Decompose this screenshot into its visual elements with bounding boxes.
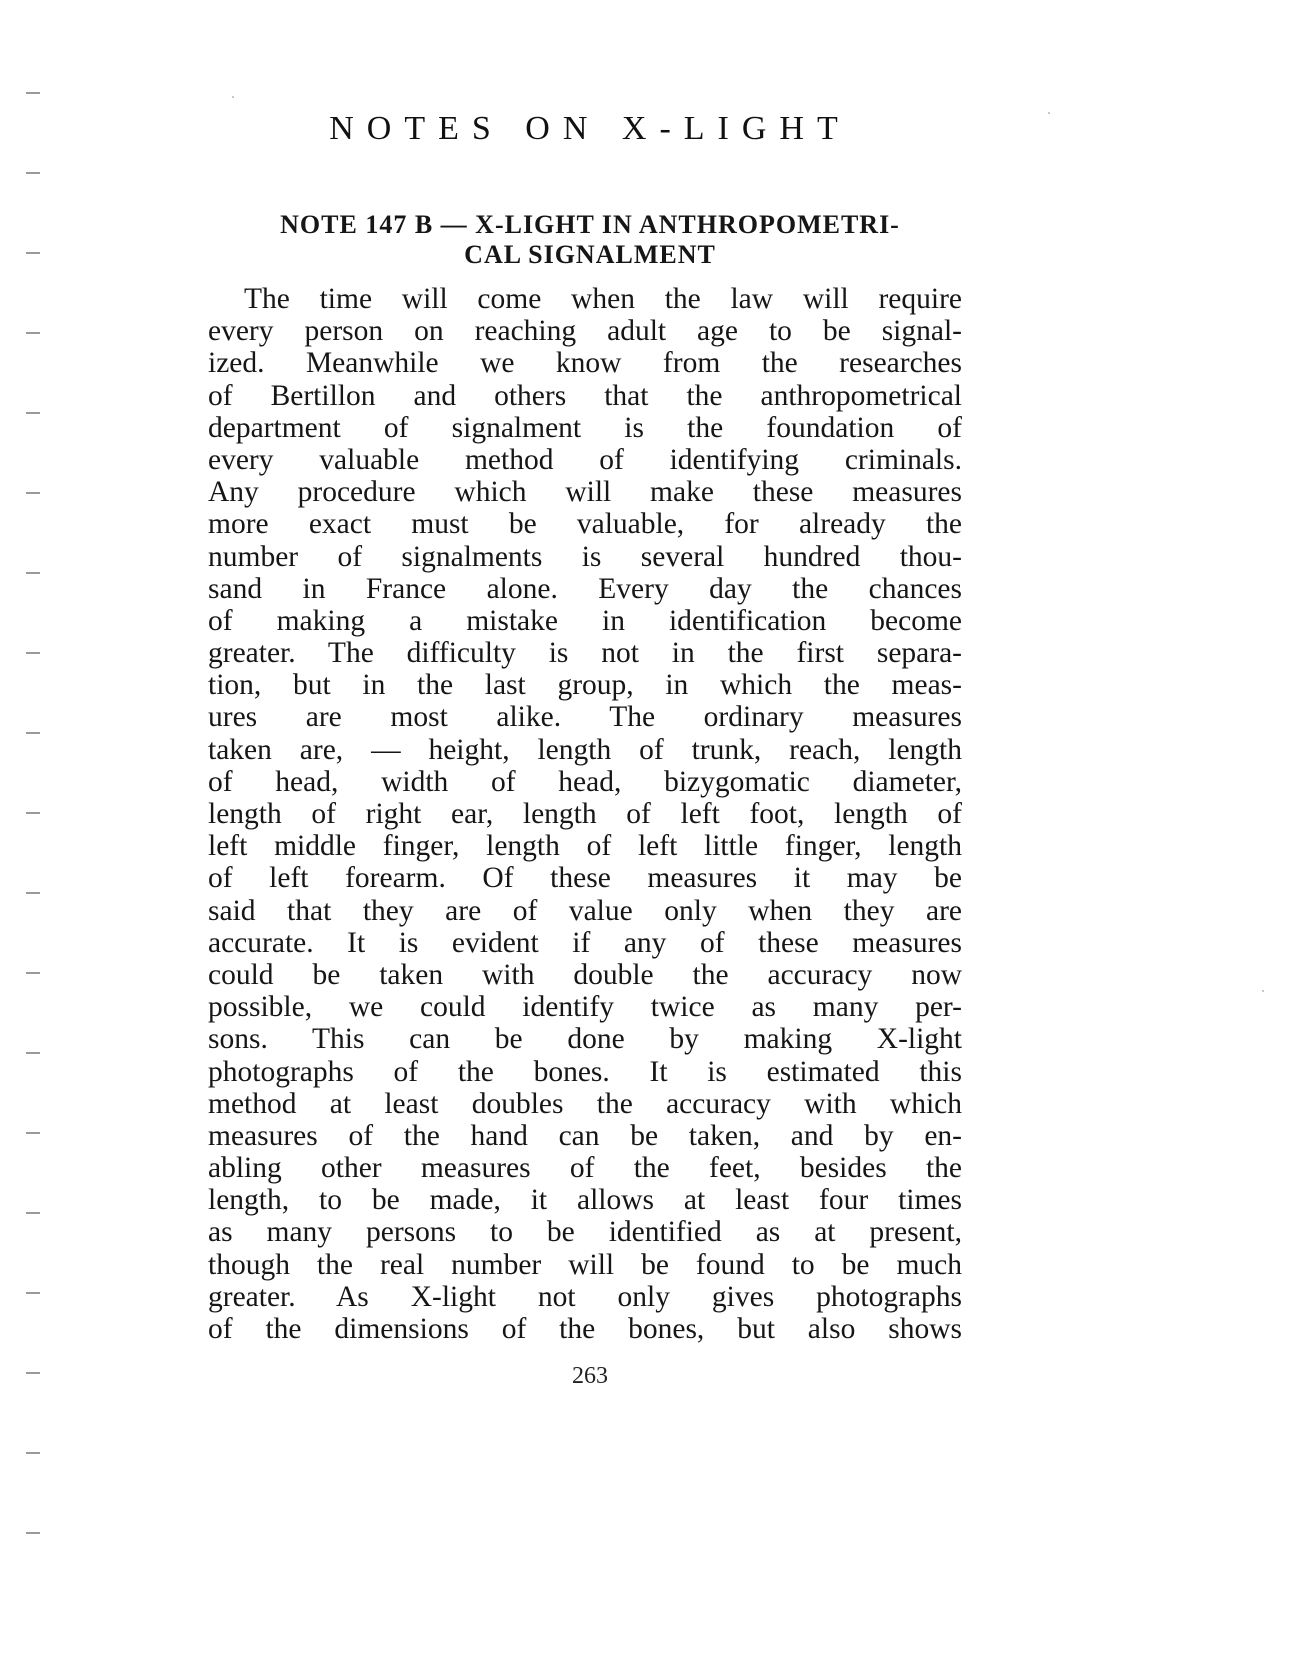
body-line: said that they are of value only when they are bbox=[208, 894, 962, 927]
body-line: every valuable method of identifying criminals. bbox=[208, 443, 962, 476]
gutter-tick bbox=[26, 972, 40, 974]
body-line: taken are, — height, length of trunk, reach, length bbox=[208, 733, 962, 766]
body-line: number of signalments is several hundred thou- bbox=[208, 540, 962, 573]
scan-speck bbox=[1048, 112, 1050, 114]
gutter-tick bbox=[26, 332, 40, 334]
running-head: NOTES ON X-LIGHT bbox=[329, 110, 851, 147]
body-line: ures are most alike. The ordinary measures bbox=[208, 701, 962, 734]
body-line: tion, but in the last group, in which the meas- bbox=[208, 669, 962, 702]
scan-gutter-marks bbox=[26, 0, 42, 1658]
note-heading-line-1: NOTE 147 B — X-LIGHT IN ANTHROPOMETRI- bbox=[280, 210, 900, 239]
body-paragraph bbox=[208, 283, 962, 1345]
body-line: department of signalment is the foundation of bbox=[208, 411, 962, 444]
body-line: length, to be made, it allows at least four times bbox=[208, 1184, 962, 1217]
body-line: The time will come when the law will require bbox=[244, 283, 962, 315]
body-line: greater. As X-light not only gives photographs bbox=[208, 1280, 962, 1313]
page-number: 263 bbox=[572, 1363, 608, 1389]
gutter-tick bbox=[26, 1292, 40, 1294]
gutter-tick bbox=[26, 1532, 40, 1534]
body-line: measures of the hand can be taken, and by en- bbox=[208, 1119, 962, 1152]
gutter-tick bbox=[26, 492, 40, 494]
body-line: sand in France alone. Every day the chances bbox=[208, 572, 962, 605]
gutter-tick bbox=[26, 652, 40, 654]
body-line: length of right ear, length of left foot, length of bbox=[208, 798, 962, 830]
body-line: method at least doubles the accuracy with which bbox=[208, 1087, 962, 1120]
gutter-tick bbox=[26, 172, 40, 174]
body-line: abling other measures of the feet, besides the bbox=[208, 1152, 962, 1185]
scan-speck bbox=[232, 96, 234, 98]
body-line: of head, width of head, bizygomatic diameter, bbox=[208, 765, 962, 798]
body-line: sons. This can be done by making X-light bbox=[208, 1023, 962, 1056]
body-line: Any procedure which will make these measures bbox=[208, 476, 962, 509]
gutter-tick bbox=[26, 252, 40, 254]
body-line: more exact must be valuable, for already the bbox=[208, 508, 962, 541]
body-line: left middle finger, length of left little finger, length bbox=[208, 830, 962, 863]
gutter-tick bbox=[26, 1212, 40, 1214]
body-line: ized. Meanwhile we know from the researches bbox=[208, 347, 962, 380]
body-line: photographs of the bones. It is estimated this bbox=[208, 1055, 962, 1088]
gutter-tick bbox=[26, 572, 40, 574]
body-line: greater. The difficulty is not in the first separa- bbox=[208, 637, 962, 670]
body-line: as many persons to be identified as at present, bbox=[208, 1216, 962, 1249]
gutter-tick bbox=[26, 892, 40, 894]
body-line: of left forearm. Of these measures it may be bbox=[208, 862, 962, 895]
gutter-tick bbox=[26, 1132, 40, 1134]
body-line: of making a mistake in identification become bbox=[208, 604, 962, 637]
body-line: of the dimensions of the bones, but also shows bbox=[208, 1313, 962, 1345]
note-heading-line-2: CAL SIGNALMENT bbox=[464, 240, 716, 269]
body-line: accurate. It is evident if any of these measures bbox=[208, 926, 962, 959]
gutter-tick bbox=[26, 812, 40, 814]
scan-speck bbox=[1262, 990, 1264, 992]
gutter-tick bbox=[26, 412, 40, 414]
gutter-tick bbox=[26, 1052, 40, 1054]
body-line: of Bertillon and others that the anthropometrical bbox=[208, 379, 962, 412]
gutter-tick bbox=[26, 1452, 40, 1454]
gutter-tick bbox=[26, 732, 40, 734]
gutter-tick bbox=[26, 1372, 40, 1374]
body-line: could be taken with double the accuracy now bbox=[208, 958, 962, 991]
gutter-tick bbox=[26, 92, 40, 94]
body-line: possible, we could identify twice as many per- bbox=[208, 991, 962, 1024]
note-heading bbox=[210, 210, 970, 270]
body-line: every person on reaching adult age to be signal- bbox=[208, 315, 962, 348]
body-line: though the real number will be found to be much bbox=[208, 1248, 962, 1281]
